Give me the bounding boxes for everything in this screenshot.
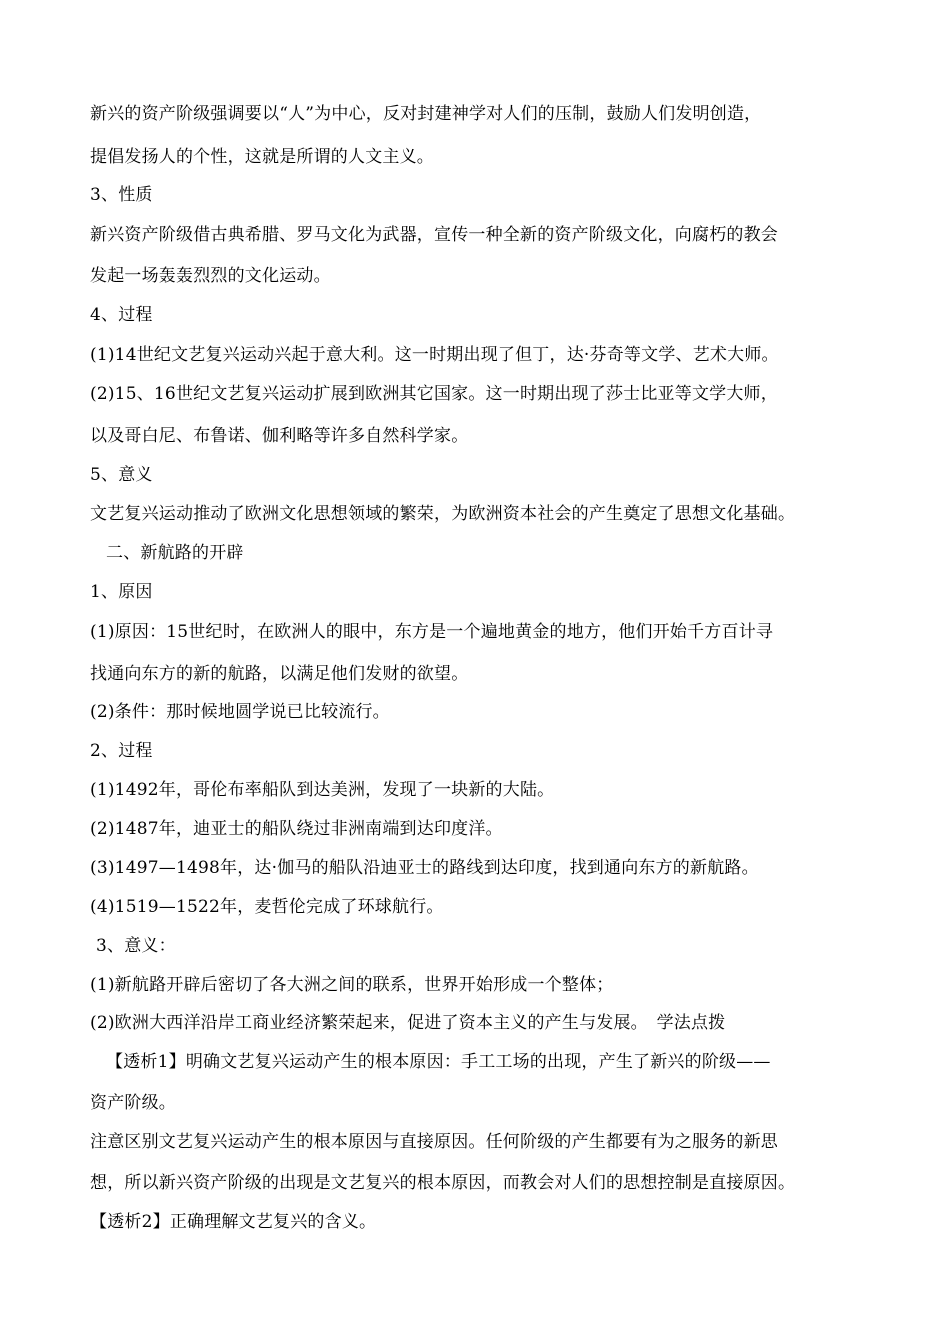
list-item-cause-line-1: (1)原因：15世纪时，在欧洲人的眼中，东方是一个遍地黄金的地方，他们开始千方百计寻 bbox=[90, 622, 774, 642]
analysis-2: 【透析2】正确理解文艺复兴的含义。 bbox=[90, 1212, 377, 1232]
list-item-process-1: (1)14世纪文艺复兴运动兴起于意大利。这一时期出现了但丁，达·芬奇等文学、艺术大师。 bbox=[90, 345, 779, 365]
paragraph-humanism-line-1: 新兴的资产阶级强调要以“人”为中心，反对封建神学对人们的压制，鼓励人们发明创造， bbox=[90, 104, 762, 124]
analysis-1-line-1: 【透析1】明确文艺复兴运动产生的根本原因：手工工场的出现，产生了新兴的阶级—— bbox=[106, 1052, 771, 1072]
list-item-significance-2: (2)欧洲大西洋沿岸工商业经济繁荣起来，促进了资本主义的产生与发展。 学法点拨 bbox=[90, 1013, 726, 1033]
analysis-1-line-2: 资产阶级。 bbox=[90, 1093, 176, 1113]
list-item-da-gama: (3)1497—1498年，达·伽马的船队沿迪亚士的路线到达印度，找到通向东方的新航路。 bbox=[90, 858, 759, 878]
heading-process: 4、过程 bbox=[90, 305, 153, 325]
analysis-note-line-2: 想，所以新兴资产阶级的出现是文艺复兴的根本原因，而教会对人们的思想控制是直接原因。 bbox=[90, 1173, 796, 1193]
heading-causes: 1、原因 bbox=[90, 582, 153, 602]
heading-nature: 3、性质 bbox=[90, 185, 153, 205]
paragraph-significance: 文艺复兴运动推动了欧洲文化思想领域的繁荣，为欧洲资本社会的产生奠定了思想文化基础。 bbox=[90, 504, 796, 524]
list-item-cause-line-2: 找通向东方的新的航路，以满足他们发财的欲望。 bbox=[90, 664, 469, 684]
paragraph-humanism-line-2: 提倡发扬人的个性，这就是所谓的人文主义。 bbox=[90, 147, 434, 167]
heading-significance: 5、意义 bbox=[90, 465, 153, 485]
heading-route-process: 2、过程 bbox=[90, 741, 153, 761]
paragraph-nature-line-2: 发起一场轰轰烈烈的文化运动。 bbox=[90, 266, 331, 286]
list-item-columbus: (1)1492年，哥伦布率船队到达美洲，发现了一块新的大陆。 bbox=[90, 780, 555, 800]
analysis-note-line-1: 注意区别文艺复兴运动产生的根本原因与直接原因。任何阶级的产生都要有为之服务的新思 bbox=[90, 1132, 778, 1152]
list-item-significance-1: (1)新航路开辟后密切了各大洲之间的联系，世界开始形成一个整体； bbox=[90, 975, 614, 995]
section-heading-new-routes: 二、新航路的开辟 bbox=[106, 543, 244, 563]
list-item-dias: (2)1487年，迪亚士的船队绕过非洲南端到达印度洋。 bbox=[90, 819, 503, 839]
list-item-process-2-line-2: 以及哥白尼、布鲁诺、伽利略等许多自然科学家。 bbox=[90, 426, 469, 446]
list-item-magellan: (4)1519—1522年，麦哲伦完成了环球航行。 bbox=[90, 897, 444, 917]
heading-route-significance: 3、意义： bbox=[96, 936, 176, 956]
list-item-condition: (2)条件：那时候地圆学说已比较流行。 bbox=[90, 702, 390, 722]
paragraph-nature-line-1: 新兴资产阶级借古典希腊、罗马文化为武器，宣传一种全新的资产阶级文化，向腐朽的教会 bbox=[90, 225, 778, 245]
list-item-process-2-line-1: (2)15、16世纪文艺复兴运动扩展到欧洲其它国家。这一时期出现了莎士比亚等文学大师， bbox=[90, 384, 778, 404]
